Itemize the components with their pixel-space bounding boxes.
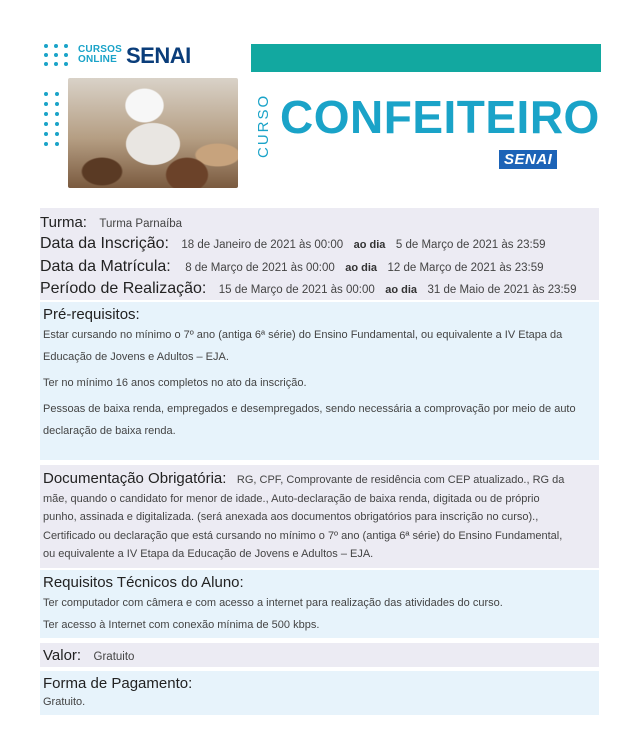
matricula-label: Data da Matrícula: — [40, 258, 171, 275]
docs-line-4: Certificado ou declaração que está cursando no mínimo o 7º ano (antiga 6ª série) do Ensino Fundamental, — [43, 530, 563, 542]
banner-accent-bar — [251, 44, 601, 72]
prereq-title: Pré-requisitos: — [43, 306, 140, 323]
docs-line-2: mãe, quando o candidato for menor de idade., Auto-declaração de baixa renda, digitada ou de próprio — [43, 493, 540, 505]
inscricao-row — [40, 235, 546, 253]
tech-requirements-section — [40, 570, 599, 638]
decorative-dots-icon — [44, 92, 60, 146]
tech-line-2: Ter acesso à Internet com conexão mínima de 500 kbps. — [43, 619, 320, 631]
inscricao-label: Data da Inscrição: — [40, 235, 169, 252]
matricula-row — [40, 258, 544, 276]
chef-photo — [68, 78, 238, 188]
course-banner — [40, 36, 602, 192]
prerequisites-section — [40, 302, 599, 460]
payment-section — [40, 671, 599, 715]
dates-section — [40, 208, 599, 300]
senai-badge: SENAI — [499, 150, 557, 169]
price-section — [40, 643, 599, 667]
prereq-p1-line1: Estar cursando no mínimo o 7º ano (antiga 6ª série) do Ensino Fundamental, ou equivalente a IV Etapa da — [43, 329, 563, 341]
logo-online: ONLINE — [78, 54, 117, 65]
docs-title: Documentação Obrigatória: — [43, 470, 227, 487]
realizacao-row — [40, 280, 576, 298]
price-label: Valor: — [43, 647, 82, 664]
docs-line-5: ou equivalente a IV Etapa da Educação de Jovens e Adultos – EJA. — [43, 548, 374, 560]
matricula-sep: ao dia — [345, 262, 378, 274]
logo-senai: SENAI — [126, 43, 191, 68]
course-title: CONFEITEIRO — [280, 91, 600, 143]
banner-curso-label: CURSO — [255, 93, 272, 158]
inscricao-start: 18 de Janeiro de 2021 às 00:00 — [181, 239, 344, 251]
tech-line-1: Ter computador com câmera e com acesso a internet para realização das atividades do curso. — [43, 597, 503, 609]
logo-dots-icon — [44, 44, 69, 66]
logo-cursos: CURSOS — [78, 44, 122, 55]
realizacao-sep: ao dia — [385, 284, 418, 296]
matricula-end: 12 de Março de 2021 às 23:59 — [387, 262, 544, 274]
realizacao-start: 15 de Março de 2021 às 00:00 — [218, 284, 375, 296]
matricula-start: 8 de Março de 2021 às 00:00 — [185, 262, 335, 274]
realizacao-label: Período de Realização: — [40, 280, 207, 297]
inscricao-sep: ao dia — [353, 239, 386, 251]
prereq-p3-line2: declaração de baixa renda. — [43, 425, 176, 437]
price-row — [43, 647, 134, 665]
prereq-p1-line2: Educação de Jovens e Adultos – EJA. — [43, 351, 229, 363]
turma-row — [40, 214, 182, 232]
turma-label: Turma: — [40, 214, 87, 231]
turma-value: Turma Parnaíba — [99, 218, 183, 230]
docs-line-3: punho, assinada e digitalizada. (será anexada aos documentos obrigatórios para inscrição no curso)., — [43, 511, 539, 523]
prereq-p3-line1: Pessoas de baixa renda, empregados e desempregados, sendo necessária a comprovação por meio de auto — [43, 403, 576, 415]
prereq-p2: Ter no mínimo 16 anos completos no ato da inscrição. — [43, 377, 307, 389]
logo-cursos-online — [78, 45, 122, 65]
documents-section — [40, 465, 599, 568]
price-value: Gratuito — [93, 651, 135, 663]
inscricao-end: 5 de Março de 2021 às 23:59 — [395, 239, 546, 251]
realizacao-end: 31 de Maio de 2021 às 23:59 — [427, 284, 577, 296]
tech-title: Requisitos Técnicos do Aluno: — [43, 574, 244, 591]
payment-value: Gratuito. — [43, 696, 86, 708]
payment-title: Forma de Pagamento: — [43, 675, 193, 692]
docs-line-1: RG, CPF, Comprovante de residência com CEP atualizado., RG da — [236, 474, 565, 486]
